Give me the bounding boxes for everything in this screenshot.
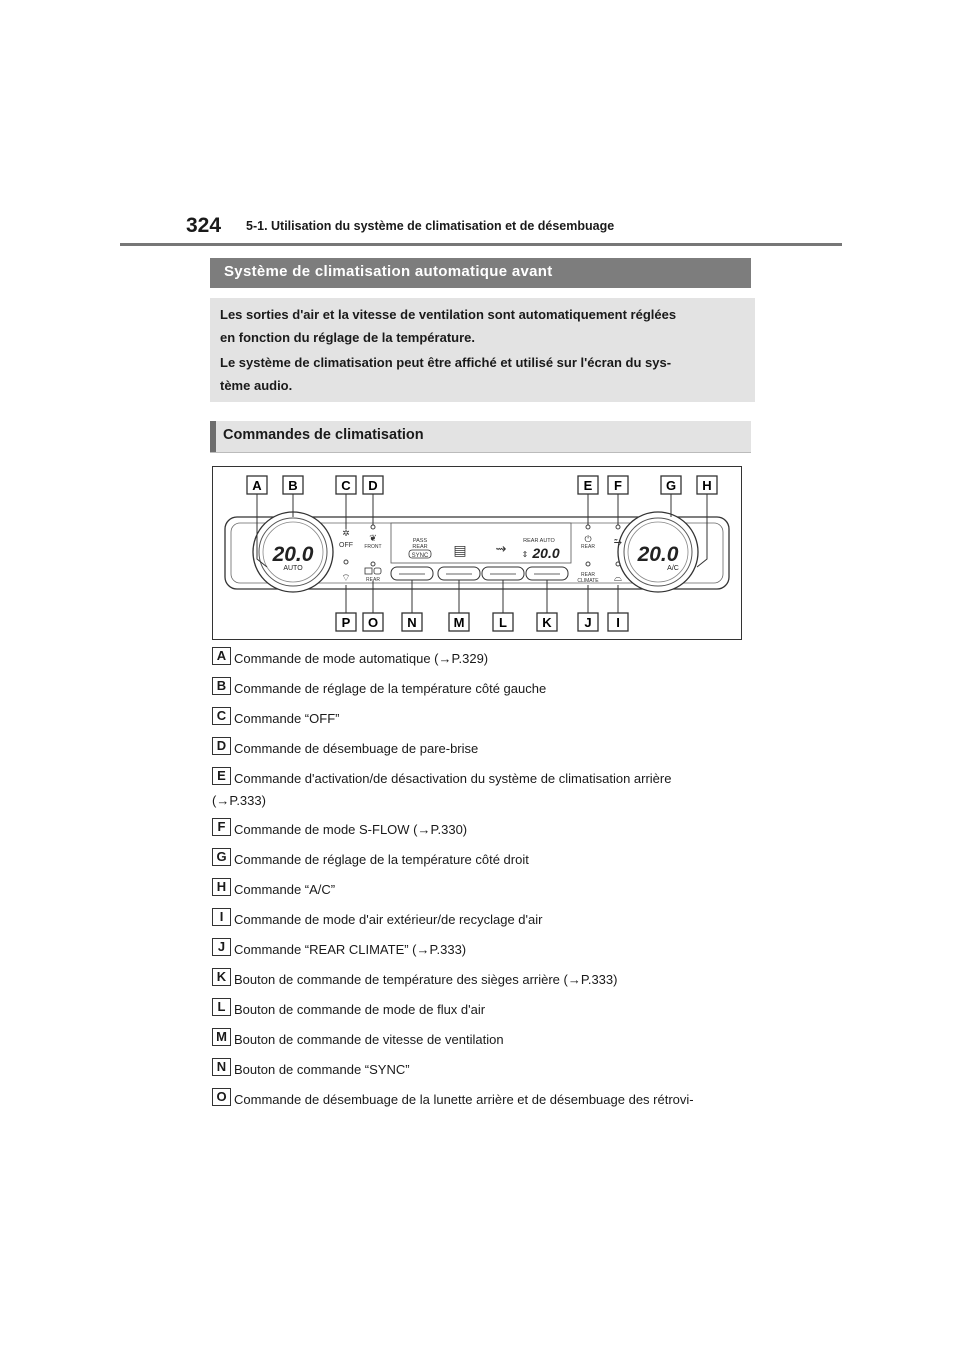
item-badge: N <box>212 1058 231 1076</box>
item-badge: M <box>212 1028 231 1046</box>
rocker-fan-speed <box>438 567 480 580</box>
subsection-title: Commandes de climatisation <box>223 427 424 443</box>
item-text: Bouton de commande “SYNC” <box>234 1062 410 1077</box>
item-badge: E <box>212 767 231 785</box>
bottom-callout-L <box>493 613 513 631</box>
svg-text:K: K <box>542 615 552 630</box>
rocker-airflow <box>482 567 524 580</box>
item-text: Commande de mode automatique (→P.329) <box>234 651 489 666</box>
svg-text:A: A <box>252 478 262 493</box>
item-text: Commande “OFF” <box>234 711 340 726</box>
left-temperature-knob <box>253 512 333 592</box>
bottom-callout-I <box>608 613 628 631</box>
rear-climate-label-2: CLIMATE <box>577 578 599 584</box>
top-callout-C <box>336 476 356 494</box>
rear-label-pass: REAR <box>412 544 428 550</box>
fan-speed-icon: ▤ <box>453 542 467 558</box>
item-text: Bouton de commande de mode de flux d'air <box>234 1002 486 1017</box>
car-air-icon: ⌓ <box>614 573 622 584</box>
bottom-callout-J <box>578 613 598 631</box>
rear-auto-label: REAR AUTO <box>523 538 555 544</box>
svg-text:D: D <box>368 478 378 493</box>
section-header <box>210 258 751 288</box>
item-badge: C <box>212 707 231 725</box>
bottom-callout-M <box>449 613 469 631</box>
subsection-accent <box>210 421 216 452</box>
top-callout-F <box>608 476 628 494</box>
item-text: Commande de désembuage de la lunette arrière et de désembuage des rétrovi- <box>234 1092 694 1107</box>
bottom-callout-P <box>336 613 356 631</box>
summary-line: en fonction du réglage de la température. <box>220 330 475 345</box>
summary-line: Le système de climatisation peut être affiché et utilisé sur l'écran du sys- <box>220 355 672 370</box>
off-label: OFF <box>339 542 353 549</box>
item-text-continued: (→P.333) <box>212 793 266 808</box>
svg-text:B: B <box>288 478 298 493</box>
item-badge: L <box>212 998 231 1016</box>
item-badge: D <box>212 737 231 755</box>
subsection-rule <box>210 452 751 453</box>
center-temp-display: 20.0 <box>532 545 560 561</box>
item-badge: F <box>212 818 231 836</box>
svg-text:E: E <box>583 478 593 493</box>
sync-label: SYNC <box>411 553 429 559</box>
rear-temp-arrows: ⇕ <box>521 550 529 559</box>
header-rule <box>120 243 842 246</box>
airflow-icon: ⇝ <box>495 541 507 556</box>
bottom-callout-K <box>537 613 557 631</box>
item-badge: G <box>212 848 231 866</box>
svg-text:I: I <box>616 615 620 630</box>
left-temp-display: 20.0 <box>272 543 314 566</box>
rocker-sync <box>391 567 433 580</box>
item-text: Commande de désembuage de pare-brise <box>234 741 479 756</box>
item-text: Commande de mode d'air extérieur/de recyclage d'air <box>234 912 543 927</box>
svg-text:H: H <box>702 478 712 493</box>
page-number: 324 <box>186 214 222 237</box>
rear-power-icon: ⏻ <box>584 534 592 544</box>
item-text: Commande d'activation/de désactivation du système de climatisation arrière <box>234 771 672 786</box>
top-callout-D <box>363 476 383 494</box>
item-text: Commande de réglage de la température côté gauche <box>234 681 547 696</box>
svg-text:C: C <box>341 478 351 493</box>
item-text: Commande “REAR CLIMATE” (→P.333) <box>234 942 467 957</box>
svg-text:M: M <box>453 615 465 630</box>
running-head: 5-1. Utilisation du système de climatisation et de désembuage <box>246 219 615 233</box>
svg-text:P: P <box>341 615 351 630</box>
top-callout-A <box>247 476 267 494</box>
pass-label: PASS <box>412 538 428 544</box>
item-badge: J <box>212 938 231 956</box>
item-text: Bouton de commande de température des sièges arrière (→P.333) <box>234 972 618 987</box>
top-callout-B <box>283 476 303 494</box>
top-callout-H <box>697 476 717 494</box>
right-temperature-knob <box>618 512 698 592</box>
item-badge: I <box>212 908 231 926</box>
s-flow-icon: ⥲ <box>614 537 622 548</box>
svg-text:O: O <box>367 615 379 630</box>
svg-text:L: L <box>499 615 507 630</box>
svg-text:✲: ✲ <box>342 528 350 538</box>
front-label: FRONT <box>364 544 382 550</box>
svg-text:G: G <box>665 478 677 493</box>
item-badge: H <box>212 878 231 896</box>
item-badge: A <box>212 647 231 665</box>
auto-label: AUTO <box>283 565 303 572</box>
rocker-rear-temp <box>526 567 568 580</box>
bottom-callout-O <box>363 613 383 631</box>
rear-label-e: REAR <box>581 544 595 550</box>
rear-climate-label-1: REAR <box>581 572 595 578</box>
climate-panel-figure <box>212 466 742 640</box>
right-temp-display: 20.0 <box>637 543 679 566</box>
item-text: Commande de réglage de la température côté droit <box>234 852 529 867</box>
item-text: Bouton de commande de vitesse de ventilation <box>234 1032 504 1047</box>
summary-box <box>210 298 755 402</box>
item-text: Commande de mode S-FLOW (→P.330) <box>234 822 468 837</box>
recirculation-icon: ⌔ <box>341 573 351 584</box>
svg-text:J: J <box>584 615 592 630</box>
summary-line: tème audio. <box>220 378 293 393</box>
bottom-callout-N <box>402 613 422 631</box>
summary-line: Les sorties d'air et la vitesse de ventilation sont automatiquement réglées <box>220 307 677 322</box>
item-text: Commande “A/C” <box>234 882 336 897</box>
top-callout-G <box>661 476 681 494</box>
svg-text:F: F <box>614 478 622 493</box>
item-badge: O <box>212 1088 231 1106</box>
top-callout-E <box>578 476 598 494</box>
item-badge: B <box>212 677 231 695</box>
section-title: Système de climatisation automatique avant <box>224 263 553 280</box>
front-defog-icon: ❦ <box>369 533 377 543</box>
svg-text:N: N <box>407 615 417 630</box>
subsection-header <box>210 421 751 452</box>
item-badge: K <box>212 968 231 986</box>
rear-label-small: REAR <box>366 577 380 583</box>
ac-label: A/C <box>667 565 679 572</box>
